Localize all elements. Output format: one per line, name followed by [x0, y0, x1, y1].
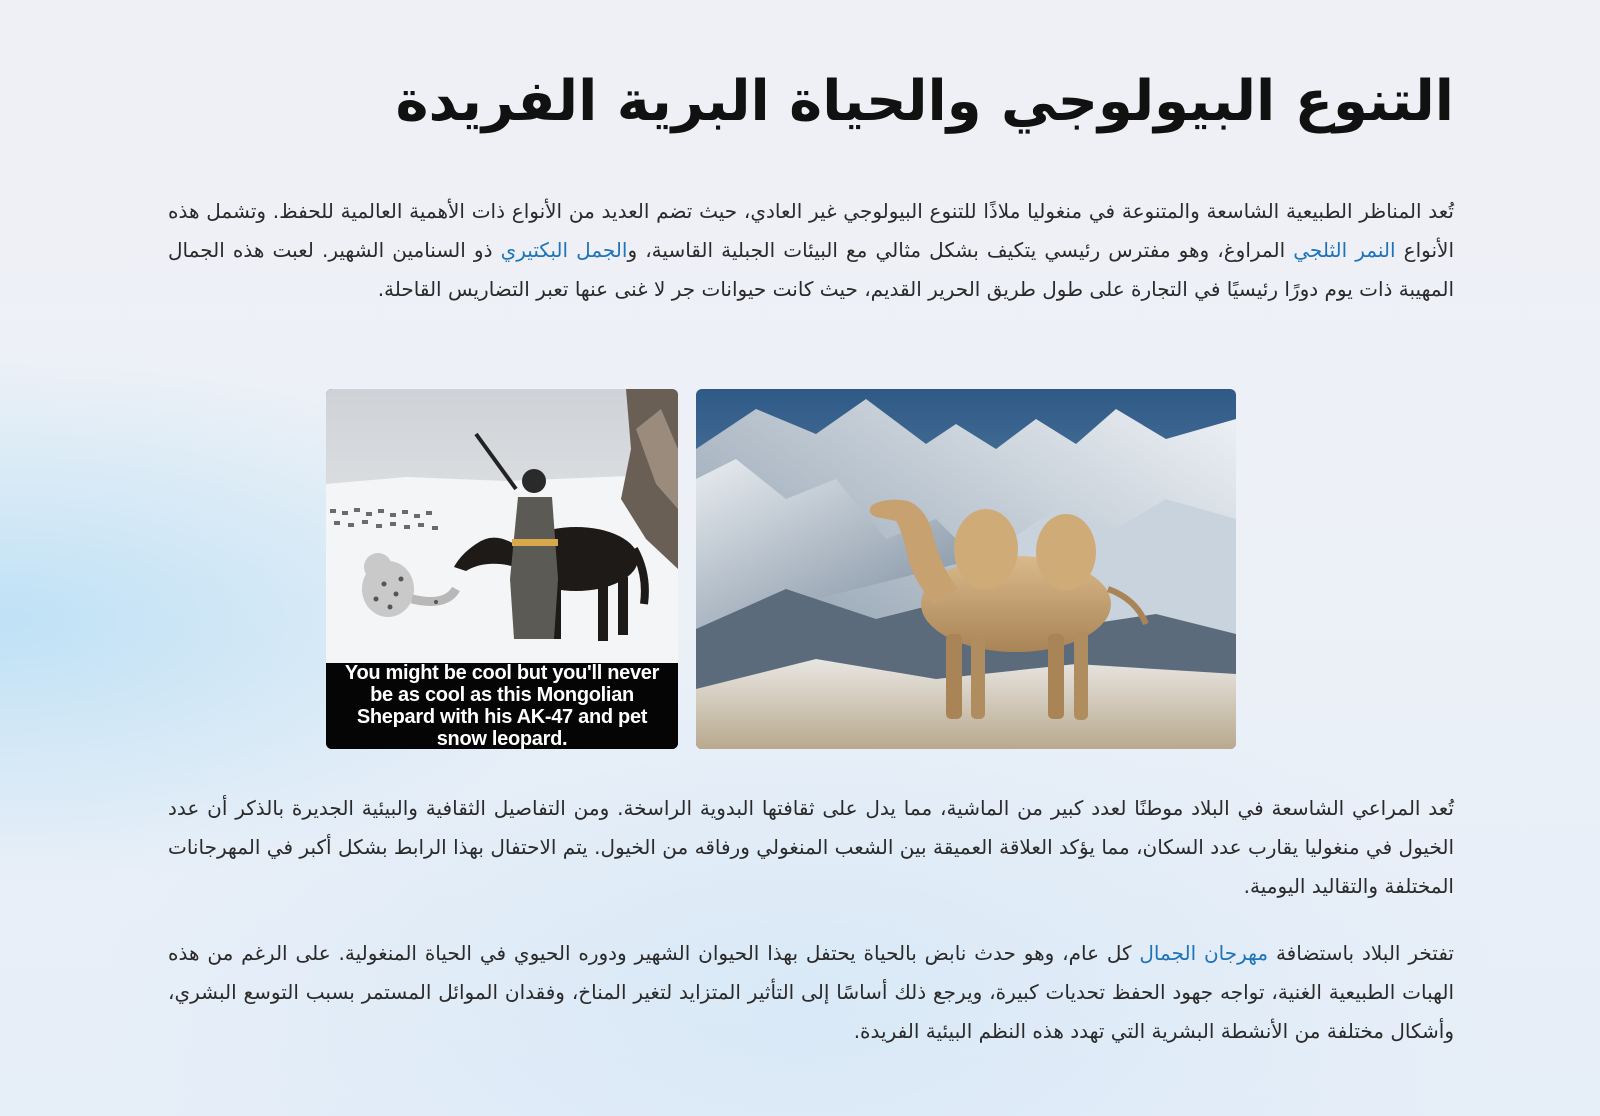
festival-paragraph [168, 934, 1454, 1051]
pastures-paragraph: تُعد المراعي الشاسعة في البلاد موطنًا لعدد كبير من الماشية، مما يدل على ثقافتها البدوية الراسخة. ومن التفاصيل الثقافية والبيئية الجديرة بالذكر أن عدد الخيول في منغوليا يقارب عدد السكان، مما يؤكد العلاقة العميقة بين الشعب المنغولي ورفاقه من الخيول. يتم الاحتفال بهذا الرابط بشكل أكبر في المهرجانات المختلفة والتقاليد اليومية. [168, 796, 1454, 898]
page-title: التنوع البيولوجي والحياة البرية الفريدة [395, 69, 1454, 134]
paragraph-text: تفتخر البلاد باستضافة [1268, 941, 1455, 965]
mongolian-shepherd-meme [326, 389, 678, 749]
intro-paragraph [168, 192, 1454, 309]
paragraph-text: تُعد المناظر الطبيعية الشاسعة والمتنوعة في منغوليا ملاذًا للتنوع البيولوجي غير العادي، حيث تضم العديد من الأنواع ذات الأهمية العالمية للحفظ. وتشمل هذه الأنواع [168, 199, 1454, 262]
meme-caption: You might be cool but you'll never be as cool as this Mongolian Shepard with his AK-47 and pet snow leopard. [326, 663, 678, 749]
article [168, 0, 1454, 1116]
bactrian-camel-photo [696, 389, 1236, 749]
image-gallery [326, 389, 1236, 749]
paragraph-text: كل عام، وهو حدث نابض بالحياة يحتفل بهذا الحيوان الشهير ودوره الحيوي في الحياة المنغولية. على الرغم من هذه الهبات الطبيعية الغنية، تواجه جهود الحفظ تحديات كبيرة، ويرجع ذلك أساسًا إلى التأثير المتزايد لتغير المناخ، وفقدان الموائل المستمر بسبب التوسع البشري، وأشكال مختلفة من الأنشطة البشرية التي تهدد هذه النظم البيئية الفريدة. [168, 941, 1454, 1043]
camel-festival-link[interactable]: مهرجان الجمال [1139, 941, 1269, 965]
snow-leopard-link[interactable]: النمر الثلجي [1293, 238, 1396, 262]
paragraph-text: ذو السنامين الشهير. لعبت هذه الجمال المهيبة ذات يوم دورًا رئيسيًا في التجارة على طول طريق الحرير القديم، حيث كانت حيوانات جر لا غنى عنها تعبر التضاريس القاحلة. [168, 238, 1454, 301]
bactrian-camel-link[interactable]: الجمل البكتيري [500, 238, 628, 262]
paragraph-text: المراوغ، وهو مفترس رئيسي يتكيف بشكل مثالي مع البيئات الجبلية القاسية، و [627, 238, 1294, 262]
